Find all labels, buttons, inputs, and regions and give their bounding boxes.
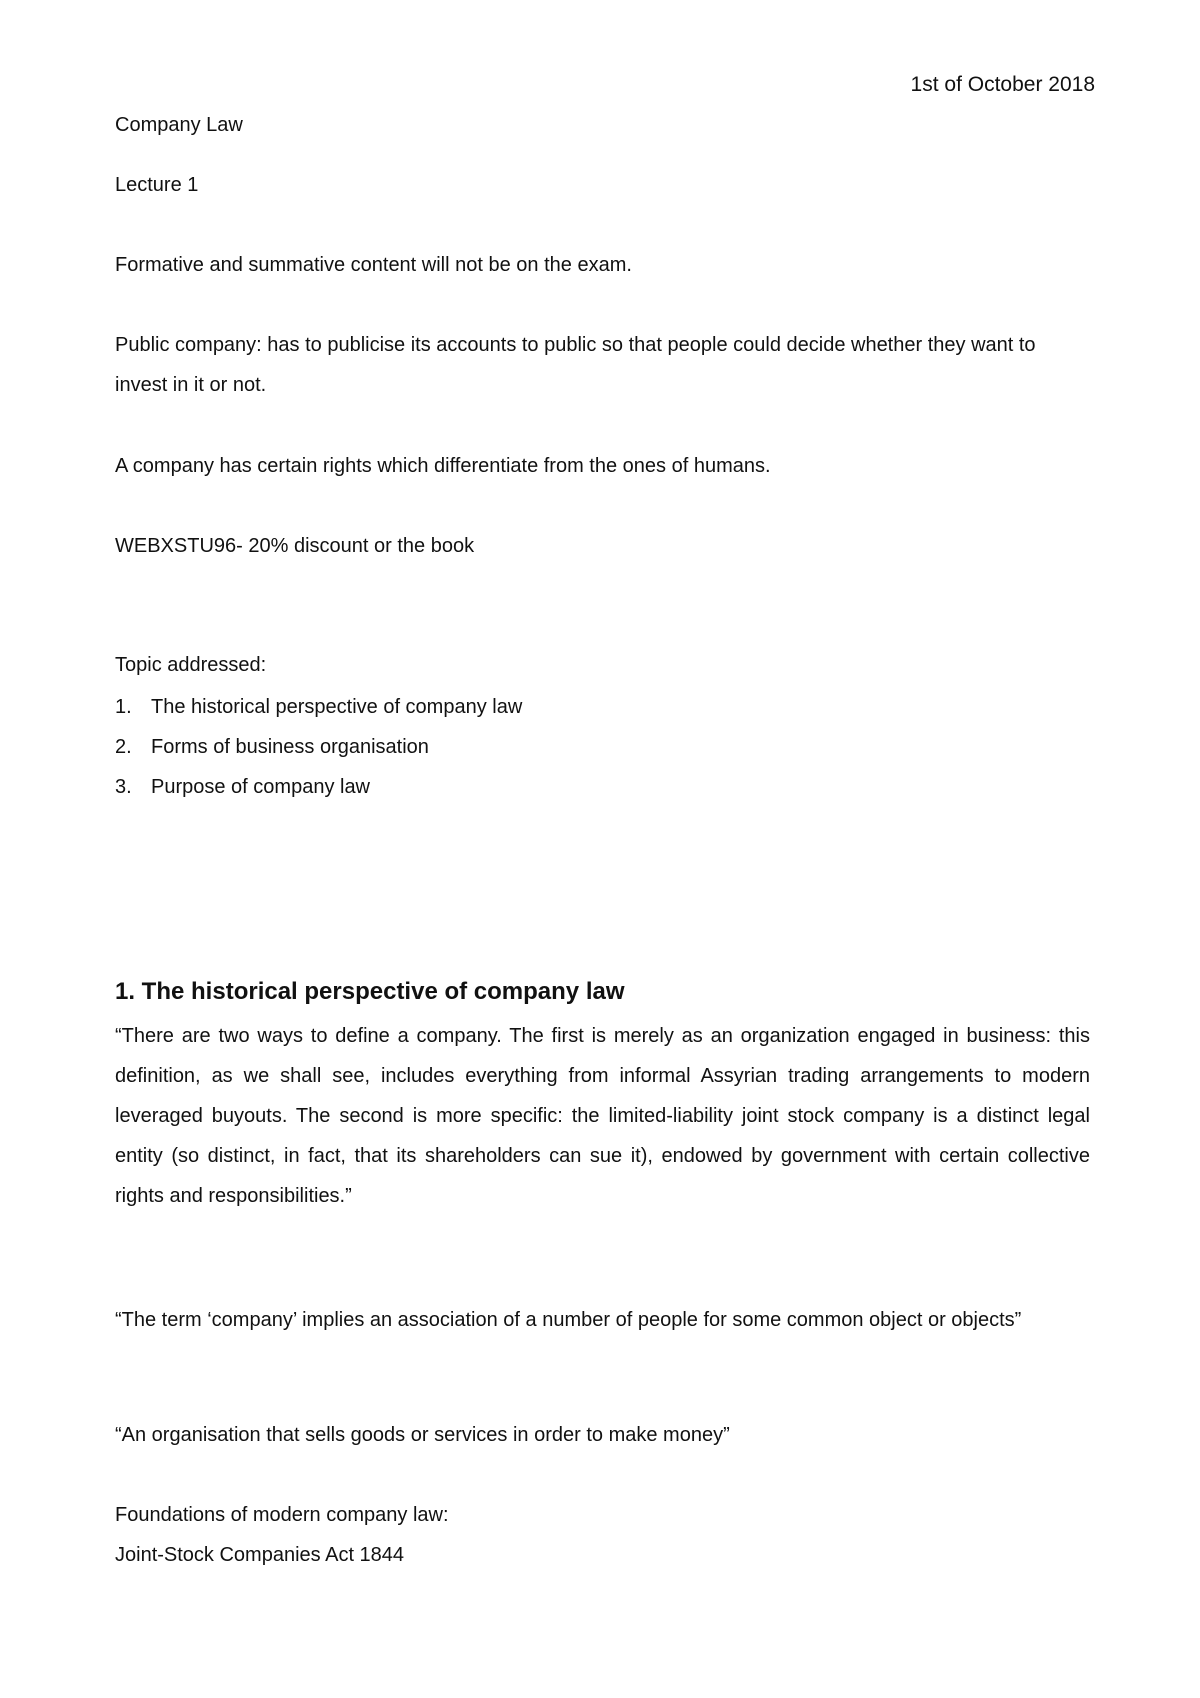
course-title: Company Law: [115, 114, 243, 136]
note-public-company: Public company: has to publicise its accounts to public so that people could decide whether they want to invest in it or not.: [115, 334, 1036, 396]
quote-company-definition: “There are two ways to define a company. The first is merely as an organization engaged in business: this definition, as we shall see, includes everything from informal Assyrian trading arrangements to modern leveraged buyouts. The second is more specific: the limited-liability joint stock company is a distinct legal entity (so distinct, in fact, that its shareholders can sue it), endowed by government with certain collective rights and responsibilities.”: [115, 1025, 1090, 1207]
quote-company-term: “The term ‘company’ implies an association of a number of people for some common object or objects”: [115, 1309, 1022, 1331]
list-item-number: 3.: [115, 776, 132, 798]
list-item: [115, 767, 522, 807]
lecture-label: Lecture 1: [115, 174, 199, 196]
list-item-number: 1.: [115, 696, 132, 718]
document-date: 1st of October 2018: [910, 73, 1095, 96]
note-company-rights: A company has certain rights which differentiate from the ones of humans.: [115, 455, 771, 477]
topics-label: Topic addressed:: [115, 654, 267, 676]
foundations-act: Joint-Stock Companies Act 1844: [115, 1544, 405, 1566]
list-item-text: Forms of business organisation: [151, 736, 429, 758]
section-heading: 1. The historical perspective of company law: [115, 978, 625, 1005]
topics-list: [115, 687, 522, 807]
list-item-text: The historical perspective of company law: [151, 696, 523, 718]
note-exam-content: Formative and summative content will not be on the exam.: [115, 254, 632, 276]
list-item-number: 2.: [115, 736, 132, 758]
note-discount-code: WEBXSTU96- 20% discount or the book: [115, 535, 475, 557]
list-item-text: Purpose of company law: [151, 776, 371, 798]
quote-organisation: “An organisation that sells goods or services in order to make money”: [115, 1424, 730, 1446]
foundations-label: Foundations of modern company law:: [115, 1504, 449, 1526]
list-item: [115, 727, 522, 767]
list-item: [115, 687, 522, 727]
